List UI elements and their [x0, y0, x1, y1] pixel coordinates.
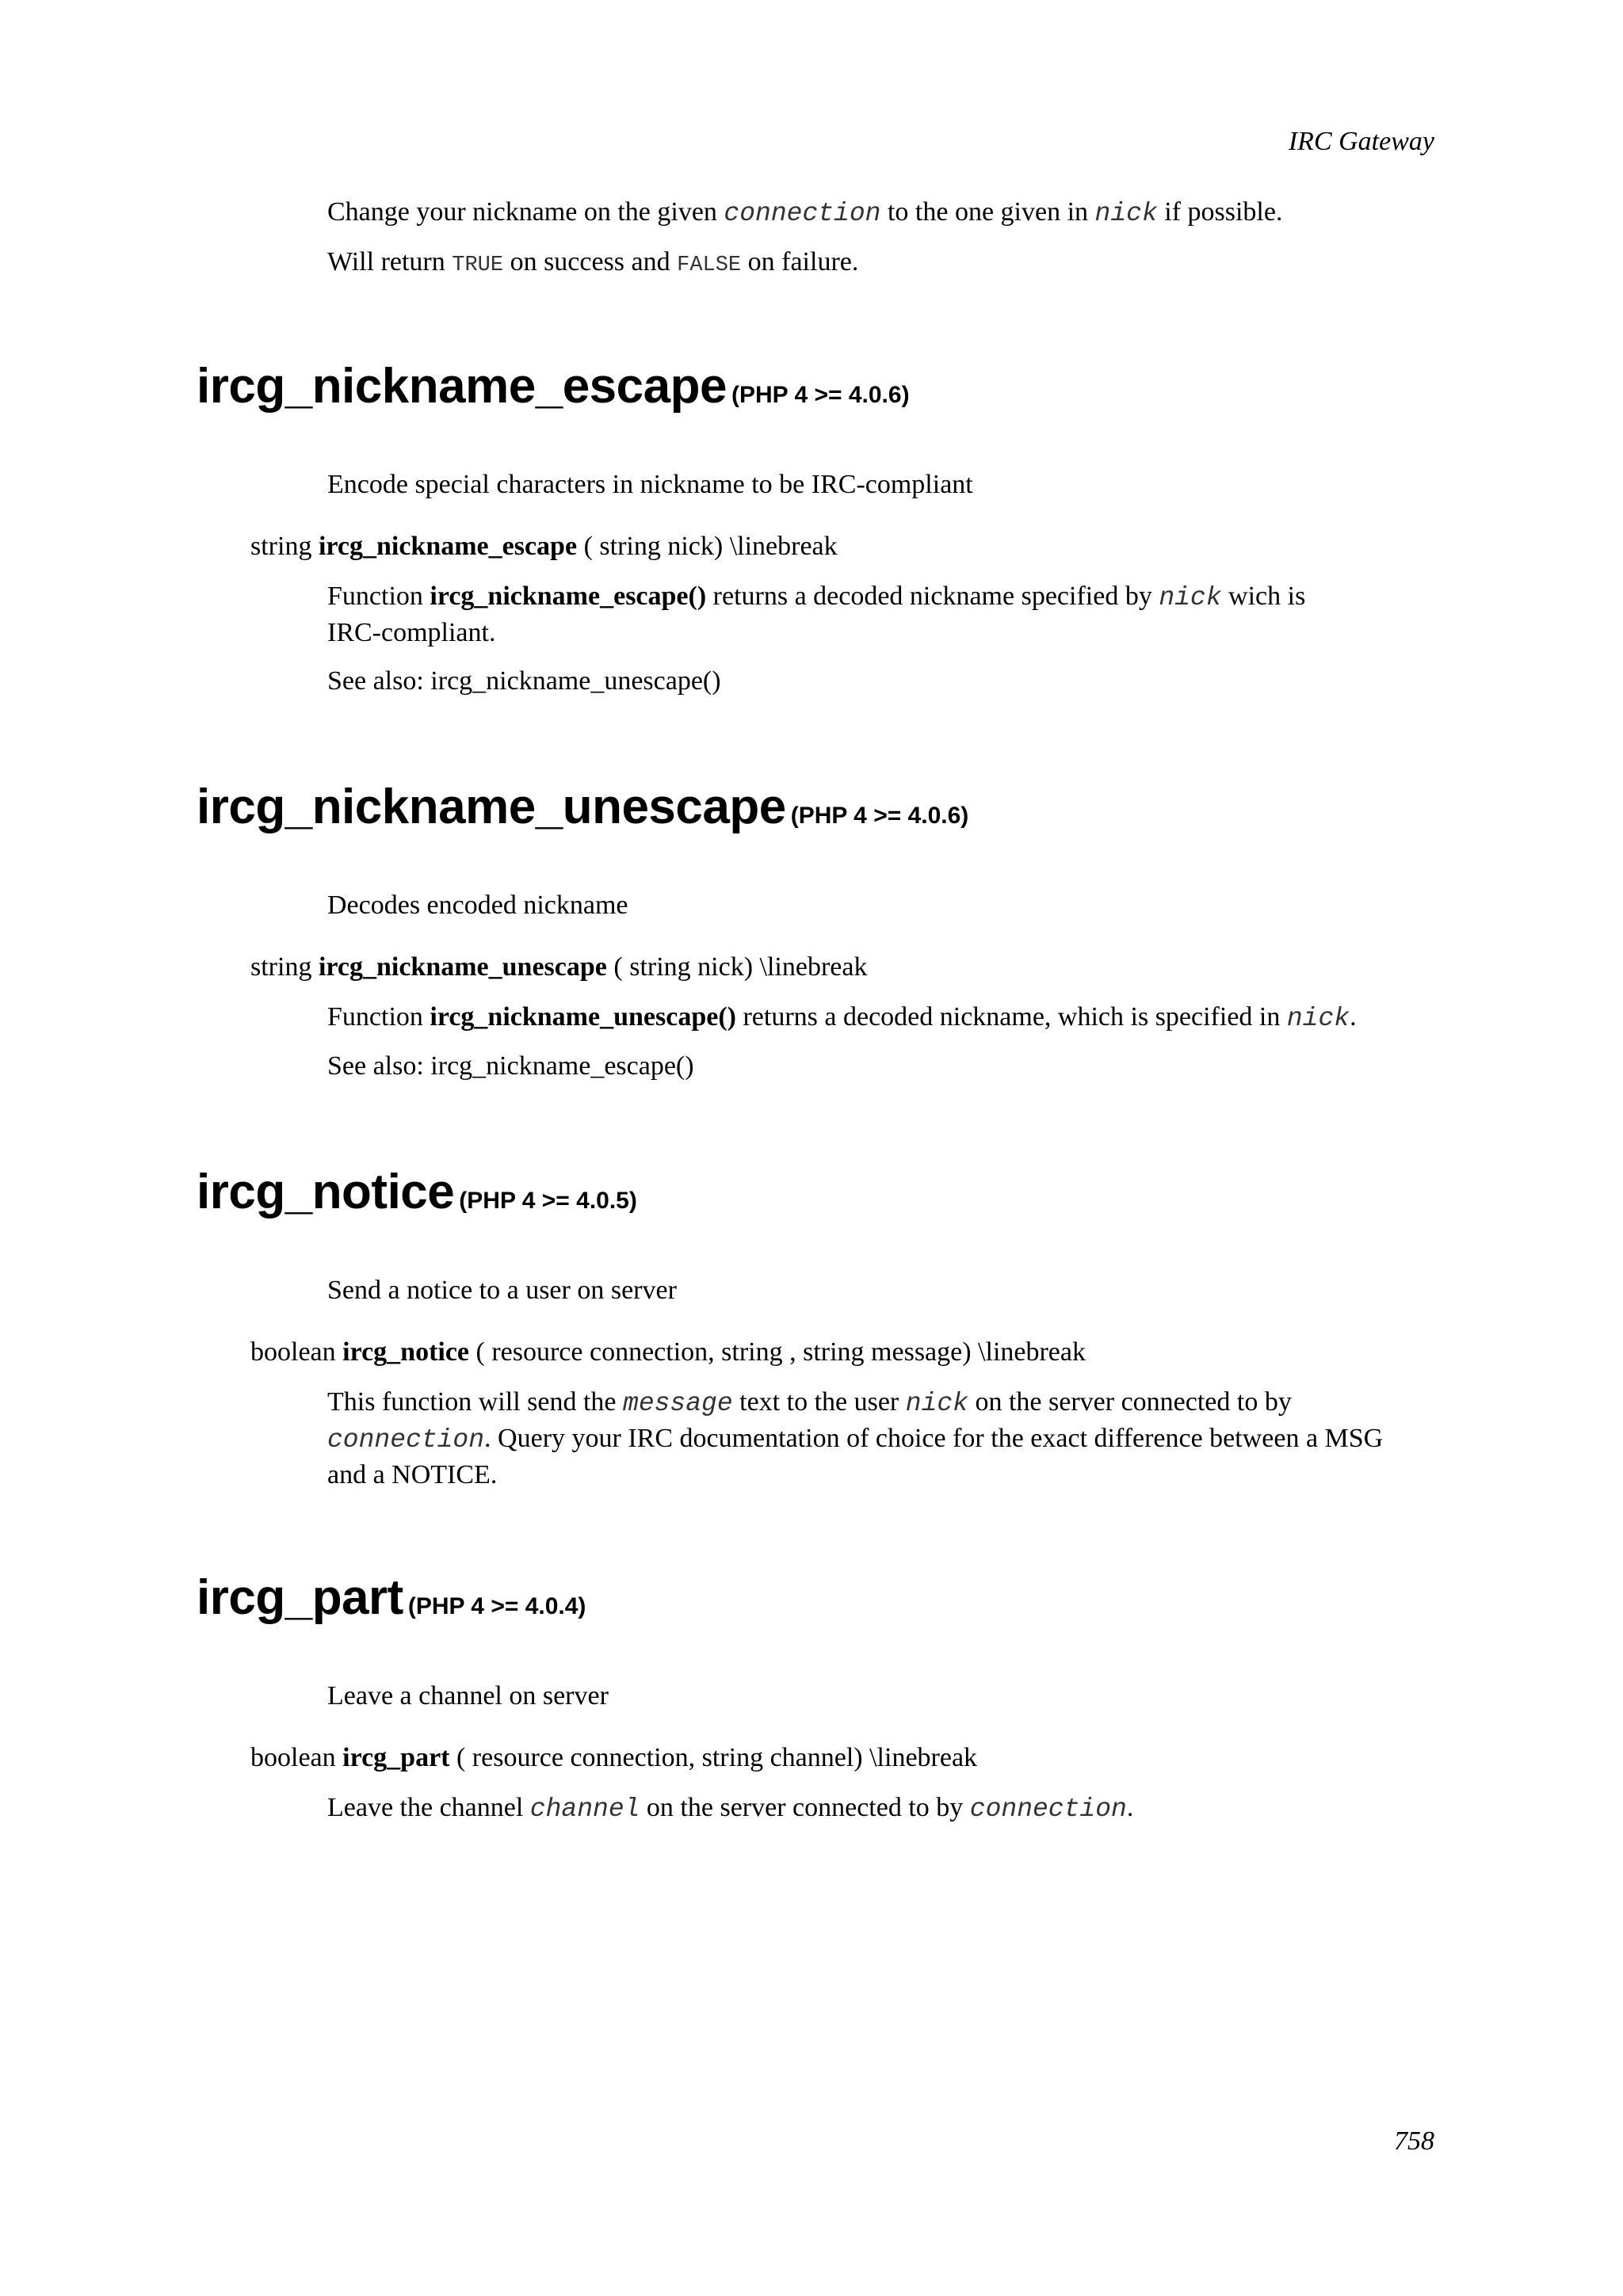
- param-nick: nick: [1159, 583, 1222, 612]
- function-name: ircg_nickname_escape: [197, 359, 727, 414]
- purpose-text: Send a notice to a user on server: [327, 1276, 677, 1305]
- description-paragraph: This function will send the message text to the user nick on the server connected to by connection. Query your IRC documentation of choice for the exact difference between a MSG and a NOTICE.: [327, 1387, 1384, 1489]
- intro-paragraph-1: Change your nickname on the given connection to the one given in nick if possible.: [327, 197, 1283, 228]
- function-name: ircg_notice: [197, 1165, 455, 1219]
- function-synopsis: boolean ircg_notice ( resource connection, string , string message) \linebreak: [250, 1337, 1086, 1367]
- intro-paragraph-2: Will return TRUE on success and FALSE on failure.: [327, 247, 859, 277]
- param-connection: connection: [327, 1425, 485, 1455]
- param-channel: channel: [529, 1794, 640, 1824]
- function-synopsis: boolean ircg_part ( resource connection, string channel) \linebreak: [250, 1743, 978, 1772]
- param-connection: connection: [969, 1794, 1127, 1824]
- description-paragraph: Leave the channel channel on the server connected to by connection.: [327, 1793, 1134, 1824]
- constant-false: FALSE: [677, 254, 742, 277]
- section-heading-nickname-unescape: [197, 779, 968, 835]
- version-label: (PHP 4 >= 4.0.4): [407, 1593, 586, 1619]
- page-number: 758: [1394, 2126, 1434, 2156]
- section-heading-notice: [197, 1164, 637, 1220]
- param-nick: nick: [1094, 199, 1158, 228]
- purpose-text: Decodes encoded nickname: [327, 891, 628, 920]
- function-name: ircg_part: [197, 1570, 403, 1625]
- running-header: IRC Gateway: [1288, 127, 1434, 156]
- version-label: (PHP 4 >= 4.0.6): [731, 382, 910, 408]
- param-nick: nick: [1286, 1004, 1350, 1033]
- description-paragraph: Function ircg_nickname_escape() returns a decoded nickname specified by nick wich is IRC-compliant.: [327, 582, 1306, 647]
- section-heading-nickname-escape: [197, 358, 910, 414]
- see-also-text: See also: ircg_nickname_escape(): [327, 1051, 694, 1081]
- version-label: (PHP 4 >= 4.0.5): [459, 1188, 637, 1214]
- function-name: ircg_nickname_unescape: [197, 780, 786, 834]
- section-heading-part: [197, 1569, 586, 1626]
- param-connection: connection: [724, 199, 881, 228]
- purpose-text: Encode special characters in nickname to be IRC-compliant: [327, 470, 973, 499]
- see-also-text: See also: ircg_nickname_unescape(): [327, 666, 721, 696]
- version-label: (PHP 4 >= 4.0.6): [790, 803, 969, 829]
- function-synopsis: string ircg_nickname_escape ( string nick) \linebreak: [250, 532, 838, 561]
- param-nick: nick: [905, 1389, 968, 1418]
- param-message: message: [623, 1389, 733, 1418]
- purpose-text: Leave a channel on server: [327, 1681, 609, 1711]
- description-paragraph: Function ircg_nickname_unescape() returns a decoded nickname, which is specified in nick.: [327, 1002, 1357, 1033]
- function-synopsis: string ircg_nickname_unescape ( string nick) \linebreak: [250, 952, 868, 982]
- constant-true: TRUE: [452, 254, 504, 277]
